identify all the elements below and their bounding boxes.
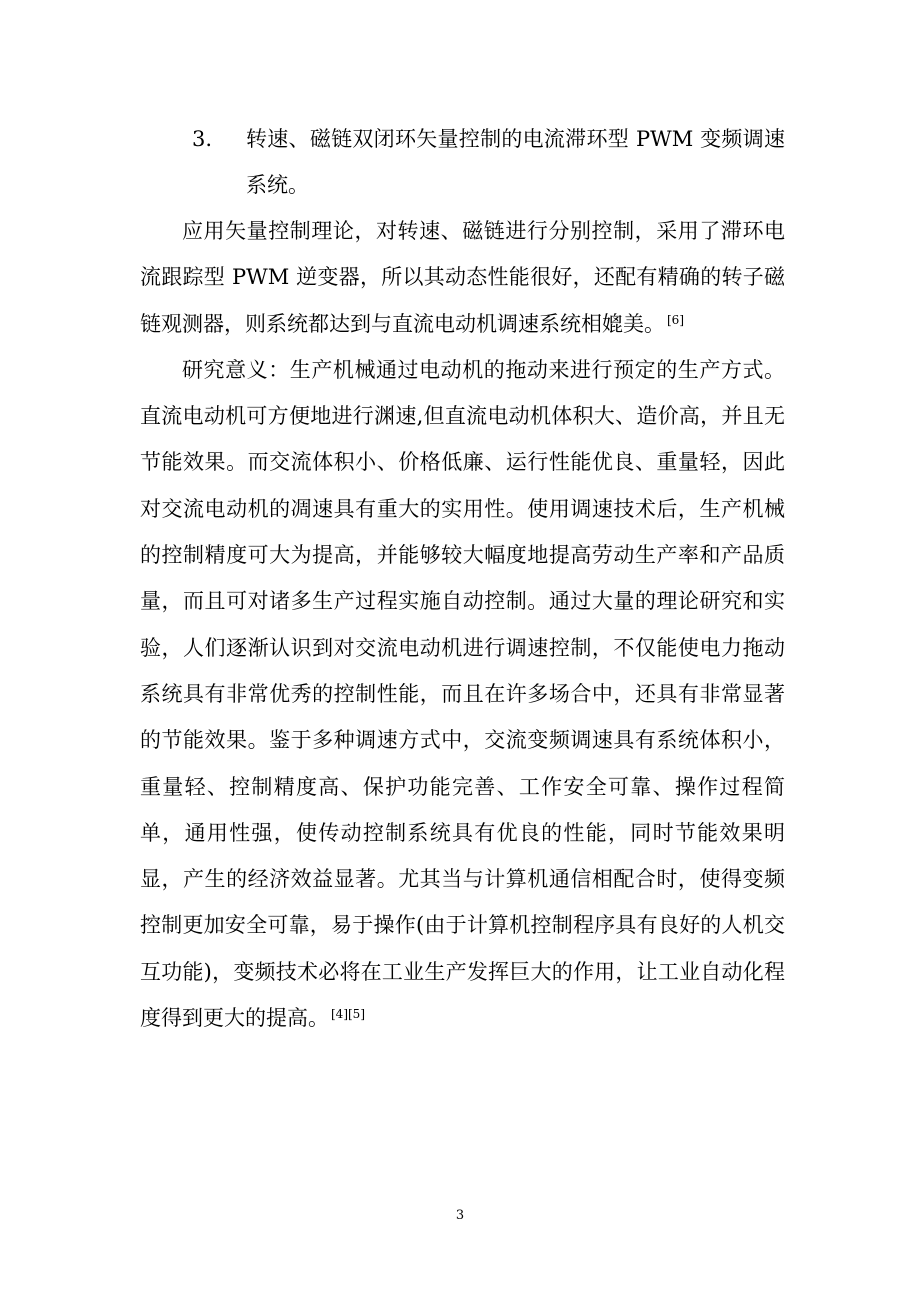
paragraph-vector-control <box>140 208 785 347</box>
section-number: 3. <box>192 127 213 151</box>
page-number: 3 <box>455 1208 465 1223</box>
section-title: 转速、磁链双闭环矢量控制的电流滞环型 PWM 变频调速系统。 <box>246 127 785 197</box>
citation-ref: [4][5] <box>331 1007 365 1022</box>
paragraph-text: 应用矢量控制理论，对转速、磁链进行分别控制，采用了滞环电流跟踪型 PWM 逆变器，所以其动态性能很好，还配有精确的转子磁链观测器，则系统都达到与直流电动机调速系统相媲美。 <box>140 219 785 336</box>
paragraph-text: 研究意义：生产机械通过电动机的拖动来进行预定的生产方式。直流电动机可方便地进行渊速,但直流电动机体积大、造价高，并且无节能效果。而交流体积小、价格低廉、运行性能优良、重量轻，因此对交流电动机的凋速具有重大的实用性。使用调速技术后，生产机械的控制精度可大为提高，并能够较大幅度地提高劳动生产率和产品质量，而且可对诸多生产过程实施自动控制。通过大量的理论研究和实验，人们逐渐认识到对交流电动机进行调速控制，不仅能使电力拖动系统具有非常优秀的控制性能，而且在许多场合中，还具有非常显著的节能效果。鉴于多种调速方式中，交流变频调速具有系统体积小，重量轻、控制精度高、保护功能完善、工作安全可靠、操作过程简单，通用性强，使传动控制系统具有优良的性能，同时节能效果明显，产生的经济效益显著。尤其当与计算机通信相配合时，使得变频控制更加安全可靠，易于操作(由于计算机控制程序具有良好的人机交互功能)，变频技术必将在工业生产发挥巨大的作用，让工业自动化程度得到更大的提高。 <box>140 357 785 1031</box>
citation-ref: [6] <box>667 312 684 327</box>
section-heading <box>140 116 785 208</box>
page-body <box>140 116 785 1041</box>
paragraph-research-significance <box>140 347 785 1041</box>
